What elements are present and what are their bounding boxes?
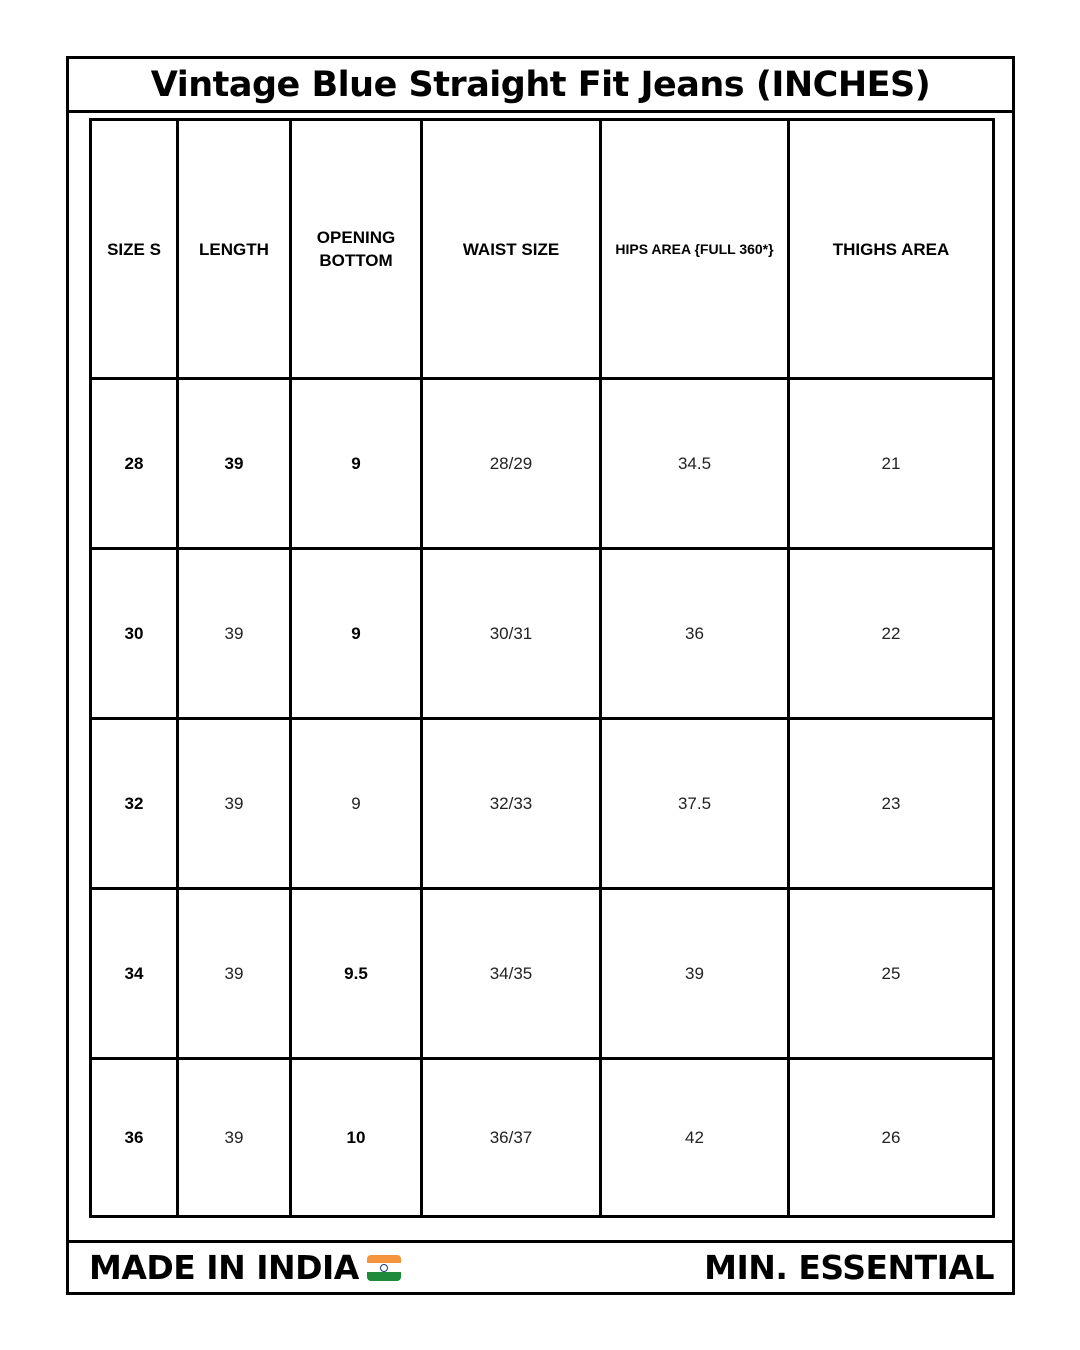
header-thighs-area: THIGHS AREA: [789, 120, 994, 379]
size-chart-table: [89, 118, 995, 1218]
cell-hips-area: 42: [601, 1059, 789, 1217]
cell-length: 39: [178, 549, 291, 719]
cell-size: 28: [91, 379, 178, 549]
header-opening-bottom: OPENING BOTTOM: [291, 120, 422, 379]
cell-size: 32: [91, 719, 178, 889]
header-size: SIZE S: [91, 120, 178, 379]
table-row: [91, 719, 994, 889]
brand-label: MIN. ESSENTIAL: [704, 1248, 994, 1287]
cell-thighs-area: 22: [789, 549, 994, 719]
title-bar: [69, 59, 1012, 113]
cell-opening-bottom: 10: [291, 1059, 422, 1217]
made-in-label: MADE IN INDIA: [89, 1248, 359, 1287]
cell-length: 39: [178, 719, 291, 889]
cell-opening-bottom: 9: [291, 719, 422, 889]
header-hips-area: HIPS AREA {FULL 360*}: [601, 120, 789, 379]
cell-thighs-area: 25: [789, 889, 994, 1059]
cell-waist-size: 32/33: [422, 719, 601, 889]
cell-opening-bottom: 9.5: [291, 889, 422, 1059]
cell-size: 36: [91, 1059, 178, 1217]
cell-waist-size: 30/31: [422, 549, 601, 719]
cell-hips-area: 39: [601, 889, 789, 1059]
cell-waist-size: 36/37: [422, 1059, 601, 1217]
cell-size: 30: [91, 549, 178, 719]
cell-waist-size: 34/35: [422, 889, 601, 1059]
cell-thighs-area: 21: [789, 379, 994, 549]
cell-length: 39: [178, 889, 291, 1059]
cell-length: 39: [178, 379, 291, 549]
header-length: LENGTH: [178, 120, 291, 379]
cell-thighs-area: 23: [789, 719, 994, 889]
table-header-row: [91, 120, 994, 379]
table-row: [91, 379, 994, 549]
cell-hips-area: 36: [601, 549, 789, 719]
cell-hips-area: 37.5: [601, 719, 789, 889]
cell-thighs-area: 26: [789, 1059, 994, 1217]
cell-hips-area: 34.5: [601, 379, 789, 549]
table-row: [91, 1059, 994, 1217]
india-flag-icon: [367, 1255, 401, 1281]
table-row: [91, 549, 994, 719]
header-waist-size: WAIST SIZE: [422, 120, 601, 379]
footer-bar: [69, 1240, 1012, 1292]
cell-waist-size: 28/29: [422, 379, 601, 549]
table-row: [91, 889, 994, 1059]
cell-size: 34: [91, 889, 178, 1059]
cell-length: 39: [178, 1059, 291, 1217]
size-chart-frame: [66, 56, 1015, 1295]
cell-opening-bottom: 9: [291, 549, 422, 719]
page-title: Vintage Blue Straight Fit Jeans (INCHES): [150, 64, 931, 105]
made-in-label-group: [89, 1248, 401, 1287]
cell-opening-bottom: 9: [291, 379, 422, 549]
